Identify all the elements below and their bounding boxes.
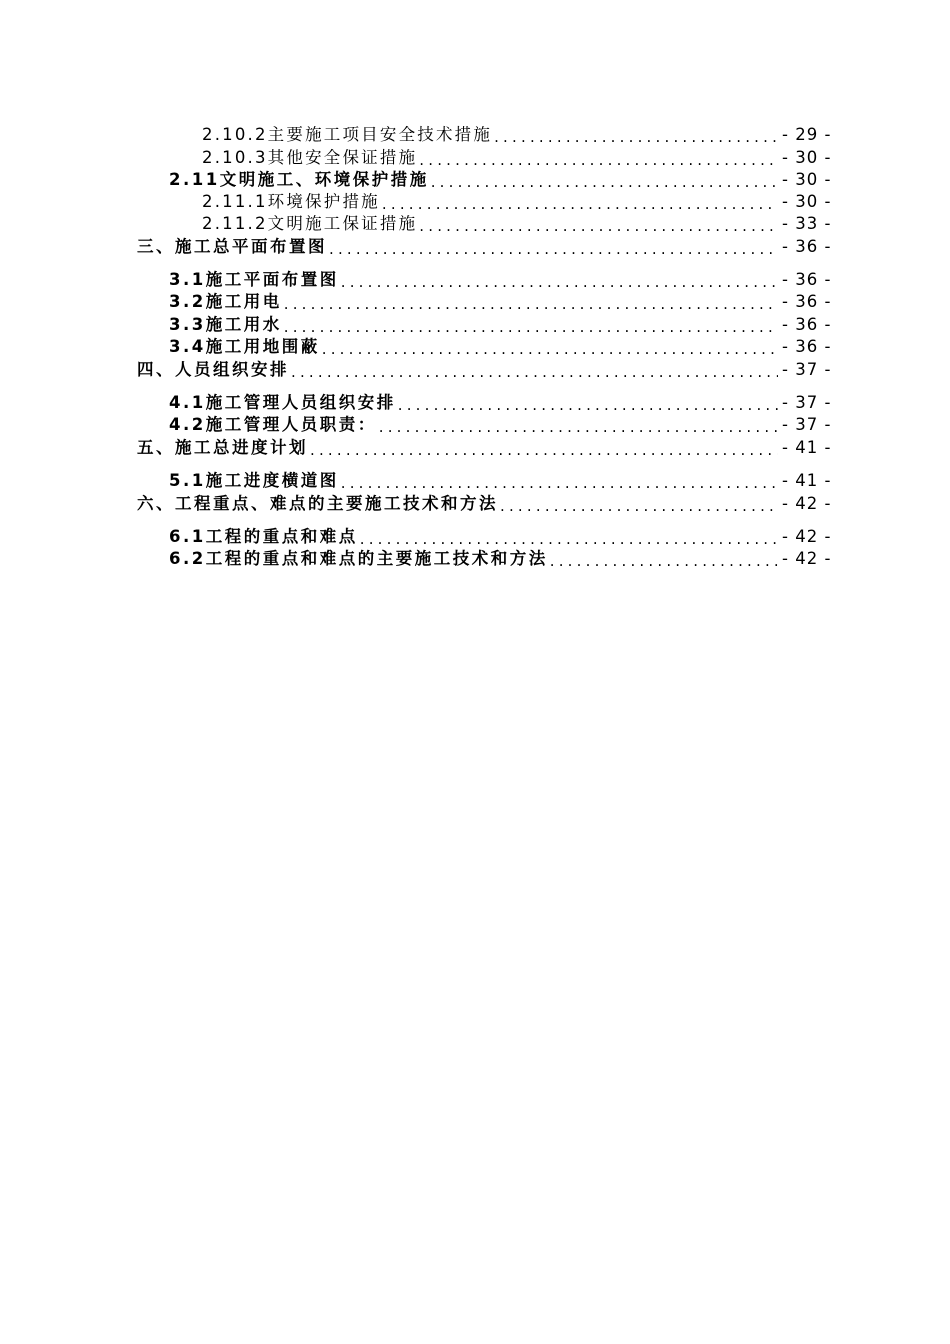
toc-entry[interactable] <box>137 493 852 515</box>
toc-entry-title: 5.1施工进度横道图 <box>169 471 339 490</box>
toc-dot-leader <box>550 550 778 572</box>
toc-entry[interactable] <box>169 470 852 492</box>
toc-dot-leader <box>419 149 778 171</box>
toc-entry[interactable] <box>169 392 852 414</box>
toc-entry-title: 4.2施工管理人员职责： <box>169 415 377 434</box>
toc-page-number: - 41 - <box>782 438 832 457</box>
toc-entry[interactable] <box>169 336 852 358</box>
toc-page-number: - 33 - <box>782 214 832 233</box>
toc-dot-leader <box>284 293 778 315</box>
toc-entry-title: 3.2施工用电 <box>169 292 282 311</box>
toc-entry-title: 3.4施工用地围蔽 <box>169 337 320 356</box>
toc-page-number: - 30 - <box>782 192 832 211</box>
toc-dot-leader <box>329 238 778 260</box>
toc-entry[interactable] <box>137 236 852 258</box>
toc-page-number: - 42 - <box>782 494 832 513</box>
toc-page-number: - 42 - <box>782 549 832 568</box>
toc-dot-leader <box>431 171 778 193</box>
toc-page-number: - 30 - <box>782 148 832 167</box>
toc-entry[interactable] <box>169 314 852 336</box>
toc-page-number: - 37 - <box>782 393 832 412</box>
toc-entry[interactable] <box>137 359 852 381</box>
toc-entry[interactable] <box>169 526 852 548</box>
toc-page-number: - 29 - <box>782 125 832 144</box>
toc-dot-leader <box>382 193 778 215</box>
toc-entry[interactable] <box>169 269 852 291</box>
toc-dot-leader <box>494 126 778 148</box>
toc-dot-leader <box>322 338 778 360</box>
toc-entry[interactable] <box>202 147 852 169</box>
toc-page-number: - 37 - <box>782 360 832 379</box>
toc-page-number: - 36 - <box>782 270 832 289</box>
toc-dot-leader <box>398 394 778 416</box>
toc-entry-title: 6.2工程的重点和难点的主要施工技术和方法 <box>169 549 548 568</box>
toc-entry-title: 3.1施工平面布置图 <box>169 270 339 289</box>
toc-dot-leader <box>379 416 778 438</box>
toc-entry[interactable] <box>169 169 852 191</box>
toc-entry[interactable] <box>169 548 852 570</box>
toc-page-number: - 30 - <box>782 170 832 189</box>
toc-dot-leader <box>284 316 778 338</box>
toc-dot-leader <box>341 271 778 293</box>
toc-entry-title: 4.1施工管理人员组织安排 <box>169 393 396 412</box>
toc-dot-leader <box>341 472 778 494</box>
toc-entry-title: 五、施工总进度计划 <box>137 438 308 457</box>
toc-entry-title: 六、工程重点、难点的主要施工技术和方法 <box>137 494 498 513</box>
toc-entry-title: 四、人员组织安排 <box>137 360 289 379</box>
toc-entry-title: 三、施工总平面布置图 <box>137 237 327 256</box>
toc-entry-title: 2.11.2文明施工保证措施 <box>202 214 418 233</box>
toc-entry[interactable] <box>137 437 852 459</box>
toc-page-number: - 36 - <box>782 292 832 311</box>
toc-entry-title: 2.10.2主要施工项目安全技术措施 <box>202 125 493 144</box>
toc-entry[interactable] <box>202 191 852 213</box>
toc-dot-leader <box>310 439 778 461</box>
toc-entry-title: 3.3施工用水 <box>169 315 282 334</box>
toc-page-number: - 36 - <box>782 337 832 356</box>
toc-entry-title: 2.11.1环境保护措施 <box>202 192 380 211</box>
toc-entry-title: 2.11文明施工、环境保护措施 <box>169 170 429 189</box>
toc-page-number: - 37 - <box>782 415 832 434</box>
toc-entry[interactable] <box>169 291 852 313</box>
toc-entry-title: 2.10.3其他安全保证措施 <box>202 148 418 167</box>
toc-page-number: - 41 - <box>782 471 832 490</box>
toc-dot-leader <box>291 361 778 383</box>
toc-dot-leader <box>360 528 778 550</box>
toc-page-number: - 42 - <box>782 527 832 546</box>
toc-page-number: - 36 - <box>782 237 832 256</box>
toc-page-number: - 36 - <box>782 315 832 334</box>
toc-entry[interactable] <box>202 124 852 146</box>
toc-dot-leader <box>500 495 778 517</box>
toc-entry[interactable] <box>202 213 852 235</box>
toc-entry-title: 6.1工程的重点和难点 <box>169 527 358 546</box>
toc-dot-leader <box>419 215 778 237</box>
toc-entry[interactable] <box>169 414 852 436</box>
